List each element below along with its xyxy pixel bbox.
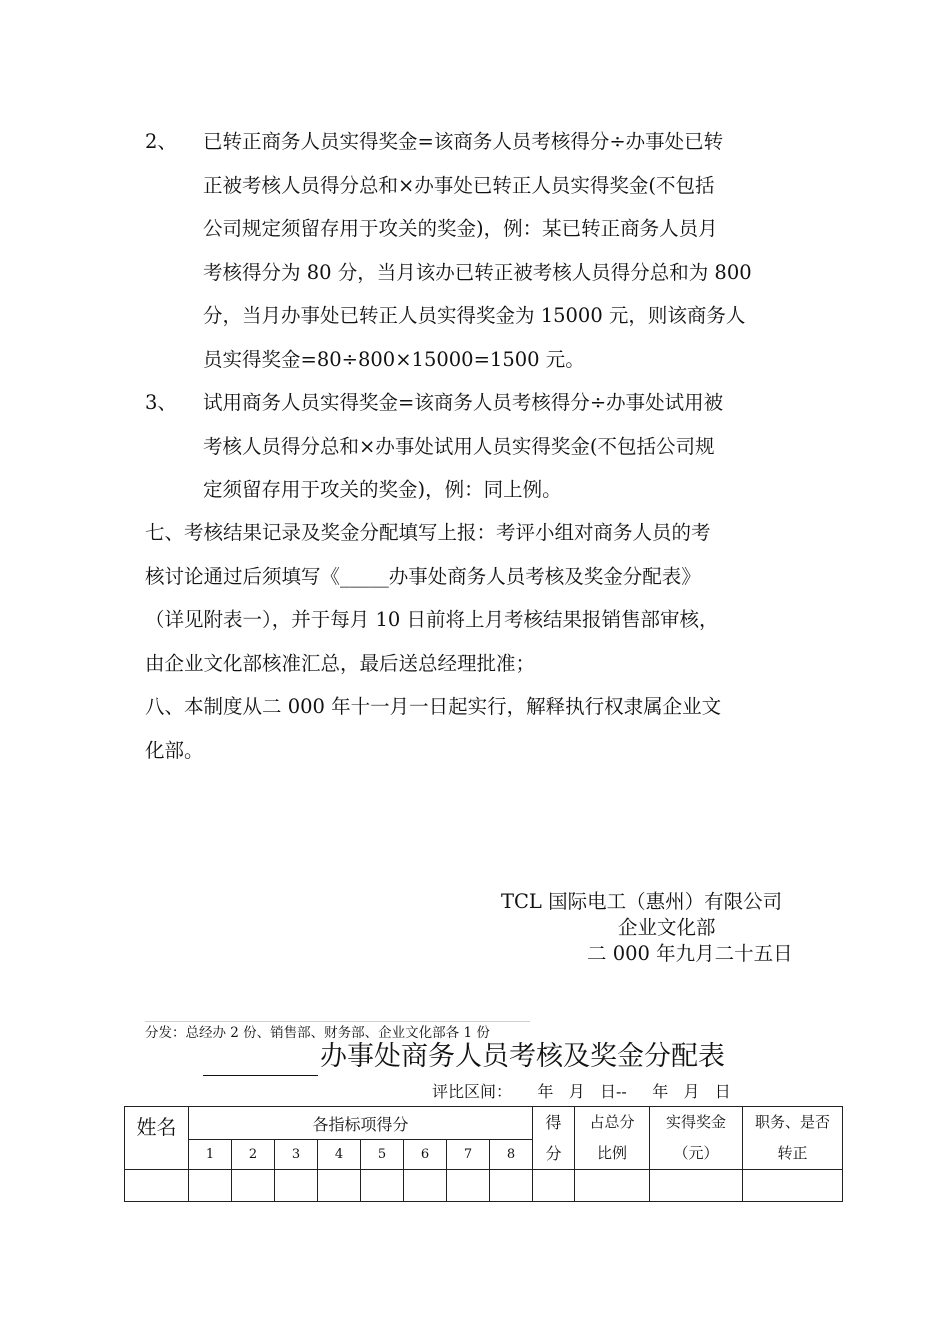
item-2-line: 正被考核人员得分总和×办事处已转正人员实得奖金(不包括	[203, 173, 715, 197]
cell-position	[743, 1170, 843, 1202]
indicator-number: 7	[447, 1140, 490, 1170]
header-bonus-bottom: （元）	[673, 1144, 719, 1162]
section-7	[145, 511, 718, 685]
header-position	[743, 1107, 843, 1170]
section-7-line: 核讨论通过后须填写《_____办事处商务人员考核及奖金分配表》	[145, 564, 701, 588]
cell-score	[533, 1170, 575, 1202]
item-3-line: 试用商务人员实得奖金=该商务人员考核得分÷办事处试用被	[203, 391, 724, 414]
header-row	[125, 1107, 843, 1140]
header-bonus-top: 实得奖金	[666, 1113, 727, 1131]
indicator-number: 4	[318, 1140, 361, 1170]
signature-company: TCL 国际电工（惠州）有限公司	[501, 890, 783, 913]
header-indicators: 各指标项得分	[189, 1107, 533, 1140]
header-ratio-bottom: 比例	[597, 1144, 628, 1162]
cell-indicator	[232, 1170, 275, 1202]
form-title-text: 办事处商务人员考核及奖金分配表	[320, 1041, 725, 1072]
header-position-top: 职务、是否	[755, 1113, 831, 1131]
item-3-line: 考核人员得分总和×办事处试用人员实得奖金(不包括公司规	[203, 434, 715, 458]
title-blank-line	[203, 1045, 318, 1076]
signature-department: 企业文化部	[618, 916, 716, 939]
indicator-number: 5	[361, 1140, 404, 1170]
section-8	[145, 685, 721, 772]
item-2-number: 2、	[145, 130, 177, 153]
table-row	[125, 1170, 843, 1202]
footnote-divider	[145, 1021, 530, 1022]
cell-indicator	[404, 1170, 447, 1202]
cell-ratio	[575, 1170, 650, 1202]
section-8-line: 化部。	[145, 738, 204, 762]
header-ratio	[575, 1107, 650, 1170]
section-8-line: 八、本制度从二 000 年十一月一日起实行，解释执行权隶属企业文	[145, 695, 722, 718]
section-7-line: 由企业文化部核准汇总，最后送总经理批准；	[145, 651, 536, 675]
item-2-line: 公司规定须留存用于攻关的奖金)，例：某已转正商务人员月	[203, 217, 718, 240]
cell-indicator	[361, 1170, 404, 1202]
indicator-number: 3	[275, 1140, 318, 1170]
indicator-number: 2	[232, 1140, 275, 1170]
item-3-number: 3、	[145, 391, 177, 414]
item-2-line: 分，当月办事处已转正人员实得奖金为 15000 元，则该商务人	[203, 304, 746, 327]
signature-date: 二 000 年九月二十五日	[587, 942, 793, 965]
cell-bonus	[650, 1170, 743, 1202]
header-score-top: 得	[545, 1113, 562, 1132]
distribution-note: 分发：总经办 2 份、销售部、财务部、企业文化部各 1 份	[145, 1025, 490, 1041]
item-3-line: 定须留存用于攻关的奖金)，例：同上例。	[203, 478, 562, 501]
bonus-allocation-table	[124, 1106, 843, 1202]
section-7-line: 七、考核结果记录及奖金分配填写上报：考评小组对商务人员的考	[145, 521, 711, 544]
cell-indicator	[318, 1170, 361, 1202]
evaluation-period: 评比区间： 年 月 日-- 年 月 日	[432, 1082, 731, 1101]
header-name: 姓名	[125, 1107, 189, 1170]
indicator-number: 1	[189, 1140, 232, 1170]
header-score	[533, 1107, 575, 1170]
item-2-line: 考核得分为 80 分，当月该办已转正被考核人员得分总和为 800	[203, 260, 752, 284]
item-3-body	[203, 381, 723, 512]
cell-indicator	[447, 1170, 490, 1202]
cell-name	[125, 1170, 189, 1202]
section-7-line: （详见附表一），并于每月 10 日前将上月考核结果报销售部审核，	[145, 608, 719, 631]
header-bonus	[650, 1107, 743, 1170]
indicator-number: 6	[404, 1140, 447, 1170]
cell-indicator	[490, 1170, 533, 1202]
header-score-bottom: 分	[545, 1144, 562, 1163]
item-2-line: 员实得奖金=80÷800×15000=1500 元。	[203, 347, 585, 371]
header-ratio-top: 占总分	[589, 1113, 635, 1131]
indicator-number: 8	[490, 1140, 533, 1170]
cell-indicator	[275, 1170, 318, 1202]
form-title	[203, 1038, 725, 1076]
item-2-body	[203, 120, 752, 381]
cell-indicator	[189, 1170, 232, 1202]
header-position-bottom: 转正	[777, 1144, 808, 1162]
item-2-line: 已转正商务人员实得奖金=该商务人员考核得分÷办事处已转	[203, 130, 724, 153]
